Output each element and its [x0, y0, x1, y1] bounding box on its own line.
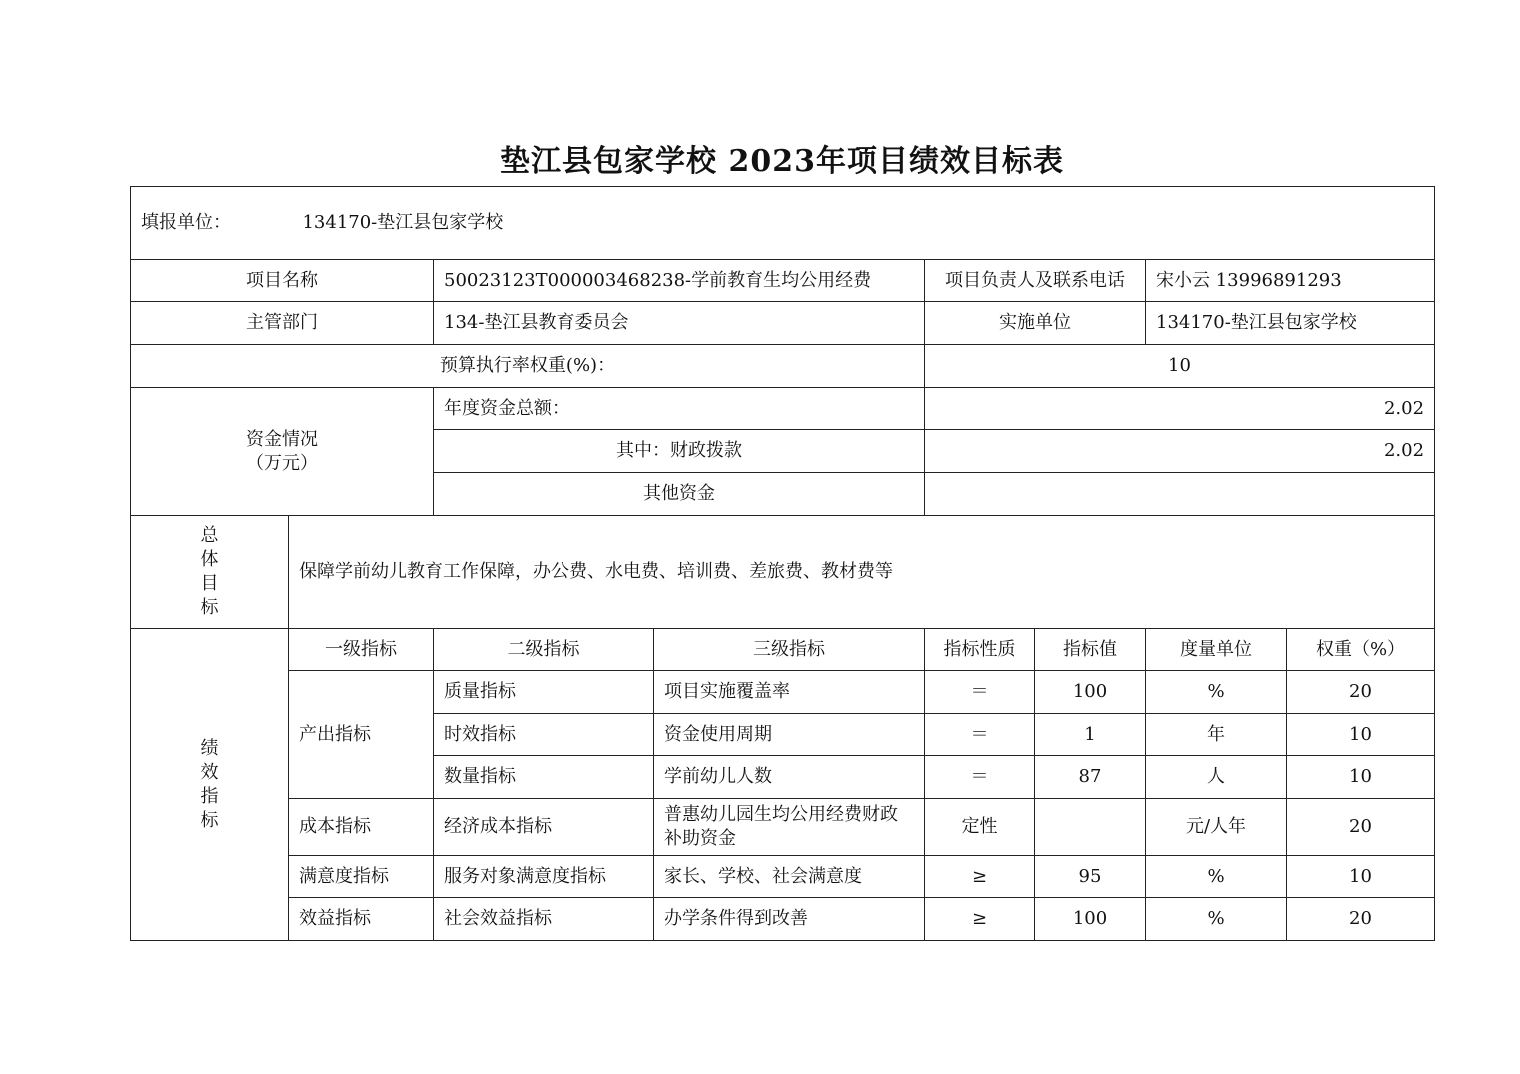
goal-label — [131, 516, 289, 629]
goal-text: 保障学前幼儿教育工作保障，办公费、水电费、培训费、差旅费、教材费等 — [289, 516, 1435, 629]
column-header: 三级指标 — [654, 629, 925, 671]
value-cell — [1035, 799, 1146, 856]
level3-cell: 办学条件得到改善 — [654, 898, 925, 941]
funds-other-label: 其他资金 — [434, 473, 925, 516]
unit-cell: 人 — [1146, 756, 1287, 799]
department-value: 134-垫江县教育委员会 — [434, 302, 925, 345]
budget-weight-label: 预算执行率权重(%)： — [131, 345, 925, 388]
level3-cell: 资金使用周期 — [654, 714, 925, 756]
indicator-label-char: 指 — [200, 785, 219, 807]
project-name-label: 项目名称 — [131, 260, 434, 302]
nature-cell: 定性 — [925, 799, 1035, 856]
funds-fiscal-label: 其中：财政拨款 — [434, 430, 925, 473]
performance-table — [130, 186, 1435, 941]
funds-label-line2: （万元） — [246, 452, 318, 474]
level2-cell: 经济成本指标 — [434, 799, 654, 856]
funds-total-value: 2.02 — [925, 388, 1435, 430]
page-title: 垫江县包家学校 2023年项目绩效目标表 — [500, 144, 1064, 179]
indicator-label — [131, 629, 289, 941]
nature-cell: ≥ — [925, 898, 1035, 941]
funds-label-line1: 资金情况 — [246, 428, 318, 450]
level3-cell: 家长、学校、社会满意度 — [654, 856, 925, 898]
level1-cell: 成本指标 — [289, 799, 434, 856]
project-owner-value: 宋小云 13996891293 — [1146, 260, 1435, 302]
weight-cell: 10 — [1287, 714, 1435, 756]
funds-fiscal-value: 2.02 — [925, 430, 1435, 473]
indicator-header-row — [131, 629, 1435, 671]
filler-cell — [131, 187, 1435, 260]
unit-cell: 元/人年 — [1146, 799, 1287, 856]
level3-cell: 普惠幼儿园生均公用经费财政补助资金 — [654, 799, 925, 856]
value-cell: 1 — [1035, 714, 1146, 756]
weight-cell: 20 — [1287, 898, 1435, 941]
nature-cell: ≥ — [925, 856, 1035, 898]
level1-cell: 满意度指标 — [289, 856, 434, 898]
column-header: 指标值 — [1035, 629, 1146, 671]
weight-cell: 10 — [1287, 756, 1435, 799]
indicator-label-char: 标 — [200, 809, 219, 831]
department-row — [131, 302, 1435, 345]
nature-cell: ＝ — [925, 756, 1035, 799]
indicator-label-char: 效 — [200, 761, 219, 783]
unit-cell: % — [1146, 671, 1287, 714]
goal-label-char: 体 — [200, 549, 219, 570]
value-cell: 95 — [1035, 856, 1146, 898]
project-name-value: 50023123T000003468238-学前教育生均公用经费 — [434, 260, 925, 302]
value-cell: 87 — [1035, 756, 1146, 799]
level2-cell: 社会效益指标 — [434, 898, 654, 941]
funds-other-value — [925, 473, 1435, 516]
level2-cell: 质量指标 — [434, 671, 654, 714]
nature-cell: ＝ — [925, 714, 1035, 756]
column-header: 指标性质 — [925, 629, 1035, 671]
project-owner-label: 项目负责人及联系电话 — [925, 260, 1146, 302]
column-header: 度量单位 — [1146, 629, 1287, 671]
funds-total-label: 年度资金总额： — [434, 388, 925, 430]
level2-cell: 服务对象满意度指标 — [434, 856, 654, 898]
table-row — [131, 898, 1435, 941]
value-cell: 100 — [1035, 671, 1146, 714]
level2-cell: 数量指标 — [434, 756, 654, 799]
department-label: 主管部门 — [131, 302, 434, 345]
indicator-label-char: 绩 — [200, 737, 219, 759]
column-header: 二级指标 — [434, 629, 654, 671]
goal-label-char: 标 — [200, 597, 219, 618]
unit-cell: % — [1146, 898, 1287, 941]
filler-value: 134170-垫江县包家学校 — [302, 212, 504, 233]
level2-cell: 时效指标 — [434, 714, 654, 756]
level3-cell: 学前幼儿人数 — [654, 756, 925, 799]
budget-weight-row — [131, 345, 1435, 388]
implementer-value: 134170-垫江县包家学校 — [1146, 302, 1435, 345]
weight-cell: 10 — [1287, 856, 1435, 898]
weight-cell: 20 — [1287, 671, 1435, 714]
column-header: 一级指标 — [289, 629, 434, 671]
level1-cell: 效益指标 — [289, 898, 434, 941]
funds-total-row — [131, 388, 1435, 430]
goal-label-char: 总 — [200, 525, 219, 546]
filler-label: 填报单位： — [141, 212, 231, 233]
filler-row — [131, 187, 1435, 260]
implementer-label: 实施单位 — [925, 302, 1146, 345]
nature-cell: ＝ — [925, 671, 1035, 714]
level3-cell: 项目实施覆盖率 — [654, 671, 925, 714]
table-row — [131, 671, 1435, 714]
budget-weight-value: 10 — [925, 345, 1435, 388]
funds-label — [131, 388, 434, 516]
output-indicator-label: 产出指标 — [289, 671, 434, 799]
table-row — [131, 856, 1435, 898]
unit-cell: % — [1146, 856, 1287, 898]
goal-row — [131, 516, 1435, 629]
column-header: 权重（%） — [1287, 629, 1435, 671]
weight-cell: 20 — [1287, 799, 1435, 856]
project-name-row — [131, 260, 1435, 302]
table-row — [131, 799, 1435, 856]
value-cell: 100 — [1035, 898, 1146, 941]
unit-cell: 年 — [1146, 714, 1287, 756]
goal-label-char: 目 — [200, 573, 219, 594]
